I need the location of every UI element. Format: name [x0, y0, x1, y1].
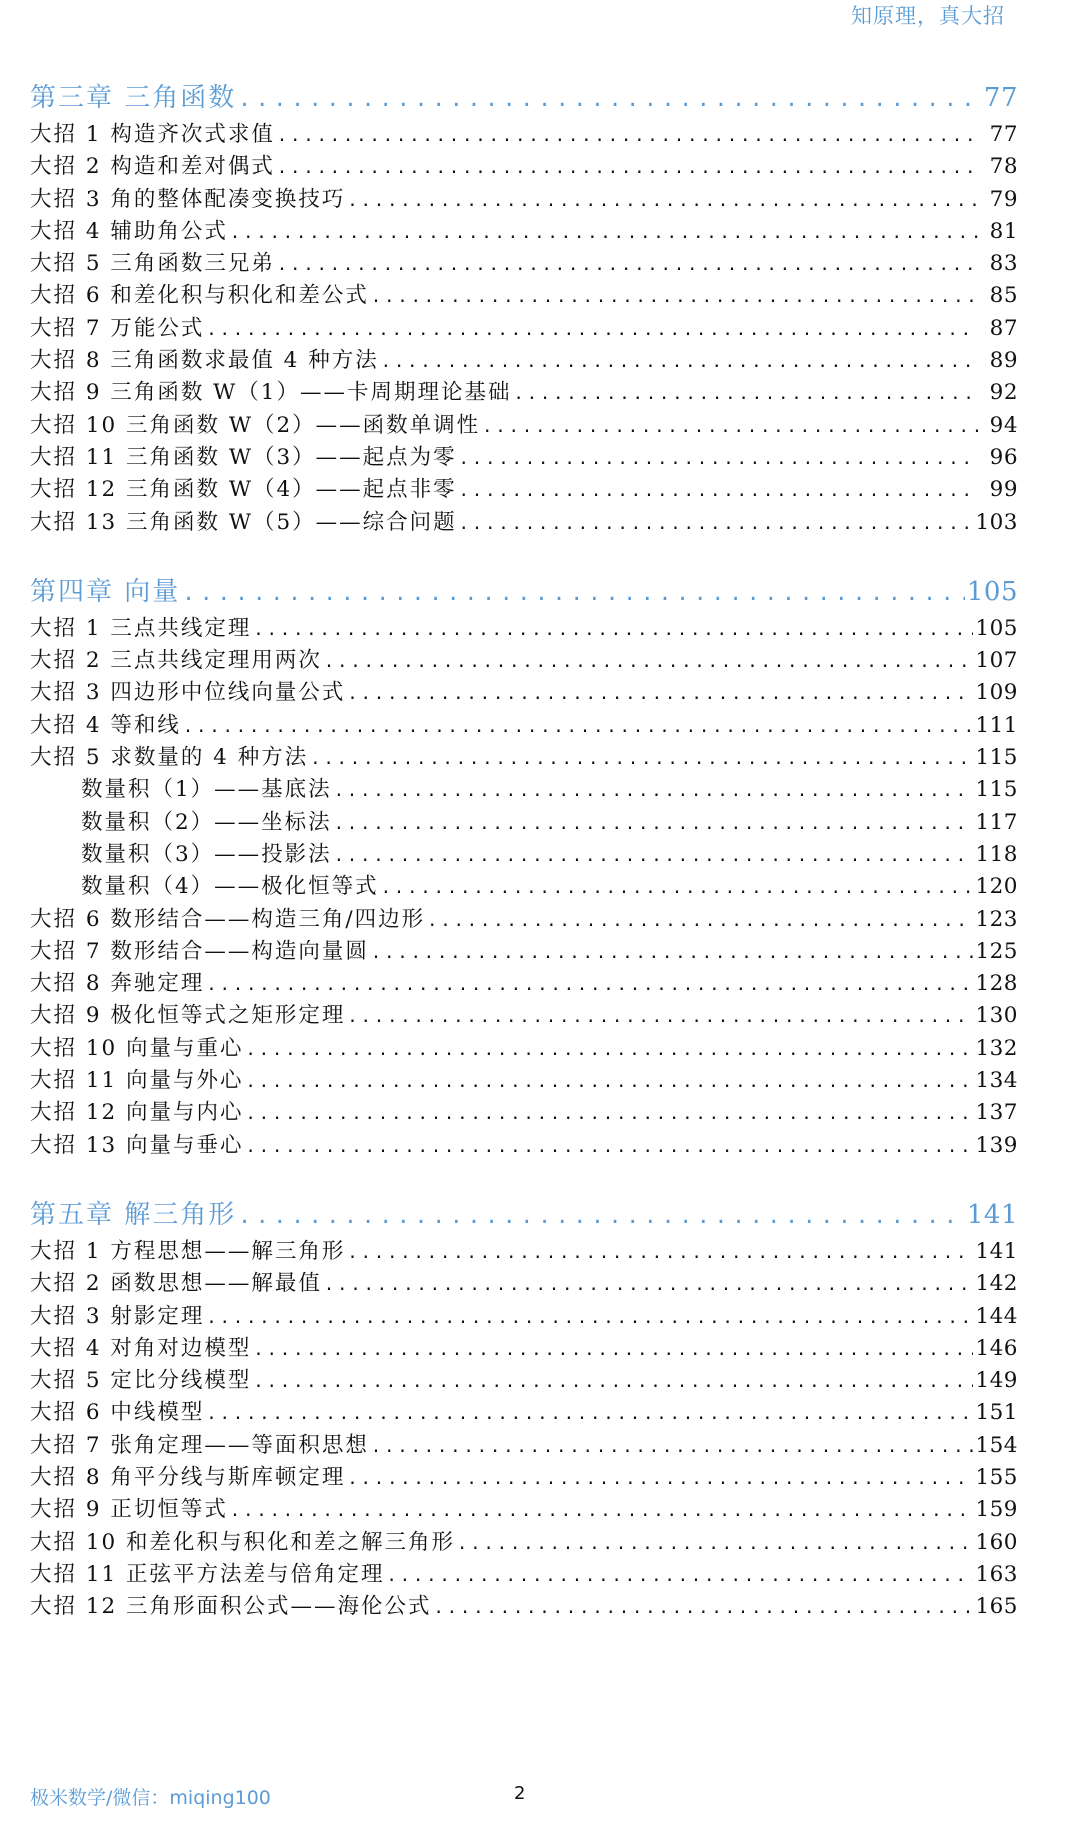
dot-leader: [482, 411, 978, 443]
toc-entry-title: 大招 6 数形结合——构造三角/四边形: [30, 906, 426, 932]
toc-entry[interactable]: [30, 345, 1018, 377]
toc-entry[interactable]: [30, 968, 1018, 1000]
dot-leader: [277, 120, 978, 152]
toc-entry[interactable]: [30, 1462, 1018, 1494]
toc-entry-title: 大招 6 中线模型: [30, 1400, 205, 1426]
dot-leader: [347, 185, 978, 217]
dot-leader: [434, 1592, 974, 1624]
dot-leader: [206, 314, 978, 346]
toc-entry[interactable]: [30, 216, 1018, 248]
toc-entry-title: 大招 7 数形结合——构造向量圆: [30, 938, 369, 964]
toc-entry-page: 85: [989, 283, 1018, 309]
toc-entry[interactable]: [30, 1527, 1018, 1559]
chapter-heading[interactable]: [30, 78, 1018, 119]
chapter-heading-title: 第三章 三角函数: [30, 83, 237, 113]
toc-entry-page: 144: [975, 1303, 1018, 1329]
toc-subentry-page: 115: [975, 777, 1018, 803]
toc-entry[interactable]: [30, 119, 1018, 151]
chapter-heading[interactable]: [30, 572, 1018, 613]
chapter-heading[interactable]: [30, 1195, 1018, 1236]
toc-entry[interactable]: [30, 377, 1018, 409]
dot-leader: [246, 1131, 974, 1163]
toc-entry-page: 81: [989, 218, 1018, 244]
dot-leader: [347, 1463, 973, 1495]
toc-entry-title: 大招 6 和差化积与积化和差公式: [30, 283, 369, 309]
toc-entry-page: 130: [975, 1003, 1018, 1029]
toc-entry[interactable]: [30, 1430, 1018, 1462]
toc-entry-page: 105: [975, 615, 1018, 641]
toc-entry-page: 78: [989, 154, 1018, 180]
toc-entry-page: 165: [975, 1594, 1018, 1620]
toc-entry-title: 大招 1 三点共线定理: [30, 615, 252, 641]
toc-subentry[interactable]: [30, 807, 1018, 839]
toc-entry-title: 大招 8 三角函数求最值 4 种方法: [30, 348, 379, 374]
dot-leader: [371, 937, 974, 969]
toc-entry[interactable]: [30, 1591, 1018, 1623]
dot-leader: [206, 1302, 973, 1334]
dot-leader: [253, 1366, 973, 1398]
toc-subentry[interactable]: [30, 774, 1018, 806]
toc-entry[interactable]: [30, 1301, 1018, 1333]
toc-entry-title: 大招 9 正切恒等式: [30, 1497, 228, 1523]
dot-leader: [238, 1196, 965, 1236]
toc-subentry-title: 数量积（3）——投影法: [81, 841, 332, 867]
dot-leader: [387, 1560, 974, 1592]
toc-entry[interactable]: [30, 151, 1018, 183]
chapter-section: [30, 78, 1018, 539]
dot-leader: [459, 443, 978, 475]
toc-entry-page: 154: [975, 1432, 1018, 1458]
toc-entry-title: 大招 3 四边形中位线向量公式: [30, 680, 346, 706]
toc-entry-page: 83: [989, 251, 1018, 277]
dot-leader: [324, 646, 974, 678]
toc-entry[interactable]: [30, 1033, 1018, 1065]
toc-entry-page: 160: [975, 1529, 1018, 1555]
toc-entry[interactable]: [30, 1397, 1018, 1429]
toc-entry-title: 大招 1 构造齐次式求值: [30, 122, 275, 147]
dot-leader: [253, 1334, 973, 1366]
toc-entry-title: 大招 4 对角对边模型: [30, 1335, 252, 1361]
dot-leader: [310, 743, 973, 775]
toc-entry-page: 134: [975, 1068, 1018, 1094]
dot-leader: [246, 1034, 974, 1066]
toc-subentry-page: 117: [975, 809, 1018, 835]
toc-entry-page: 89: [989, 348, 1018, 374]
dot-leader: [182, 573, 965, 613]
toc-entry[interactable]: [30, 677, 1018, 709]
dot-leader: [183, 711, 974, 743]
dot-leader: [457, 1528, 973, 1560]
toc-entry[interactable]: [30, 1236, 1018, 1268]
toc-entry-title: 大招 5 求数量的 4 种方法: [30, 745, 309, 771]
toc-subentry-title: 数量积（4）——极化恒等式: [81, 874, 379, 900]
dot-leader: [381, 346, 978, 378]
dot-leader: [253, 614, 973, 646]
toc-entry-title: 大招 5 定比分线模型: [30, 1368, 252, 1394]
toc-entry[interactable]: [30, 313, 1018, 345]
toc-entry-page: 163: [975, 1561, 1018, 1587]
toc-entry-page: 142: [975, 1271, 1018, 1297]
toc-entry[interactable]: [30, 1268, 1018, 1300]
toc-entry-title: 大招 8 角平分线与斯库顿定理: [30, 1464, 346, 1490]
toc-entry-title: 大招 11 向量与外心: [30, 1068, 244, 1094]
toc-entry-title: 大招 13 三角函数 W（5）——综合问题: [30, 509, 457, 535]
chapter-heading-page: 77: [983, 83, 1018, 113]
toc-entry-page: 132: [975, 1035, 1018, 1061]
toc-entry-page: 115: [975, 745, 1018, 771]
toc-entry[interactable]: [30, 904, 1018, 936]
toc-entry[interactable]: [30, 410, 1018, 442]
toc-entry-page: 103: [975, 509, 1018, 535]
dot-leader: [334, 775, 974, 807]
toc-entry-title: 大招 4 辅助角公式: [30, 218, 228, 244]
toc-entry-title: 大招 7 万能公式: [30, 315, 205, 341]
chapter-heading-page: 141: [966, 1199, 1018, 1230]
dot-leader: [246, 1066, 974, 1098]
dot-leader: [334, 840, 974, 872]
page-number: 2: [514, 1783, 526, 1804]
toc-subentry-page: 118: [975, 841, 1018, 867]
toc-entry-page: 107: [975, 648, 1018, 674]
toc-subentry-title: 数量积（1）——基底法: [81, 777, 332, 803]
toc-entry-title: 大招 13 向量与垂心: [30, 1132, 244, 1158]
toc-entry-page: 125: [975, 938, 1018, 964]
toc-entry[interactable]: [30, 280, 1018, 312]
toc-entry-title: 大招 2 函数思想——解最值: [30, 1271, 322, 1297]
dot-leader: [371, 281, 978, 313]
toc-entry[interactable]: [30, 645, 1018, 677]
toc-entry[interactable]: [30, 474, 1018, 506]
toc-entry-title: 大招 10 向量与重心: [30, 1035, 244, 1061]
toc-entry-title: 大招 10 和差化积与积化和差之解三角形: [30, 1529, 456, 1555]
dot-leader: [459, 508, 974, 540]
toc-entry-title: 大招 2 构造和差对偶式: [30, 154, 275, 180]
toc-entry-title: 大招 9 三角函数 W（1）——卡周期理论基础: [30, 380, 512, 406]
toc-entry[interactable]: [30, 1333, 1018, 1365]
toc-subentry-title: 数量积（2）——坐标法: [81, 809, 332, 835]
toc-entry[interactable]: [30, 742, 1018, 774]
toc-subentry[interactable]: [30, 871, 1018, 903]
dot-leader: [347, 678, 973, 710]
chapter-section: [30, 1195, 1018, 1624]
toc-entry-title: 大招 12 三角形面积公式——海伦公式: [30, 1594, 432, 1620]
dot-leader: [230, 217, 978, 249]
dot-leader: [381, 872, 974, 904]
toc-entry-page: 141: [975, 1238, 1018, 1264]
dot-leader: [347, 1237, 973, 1269]
dot-leader: [238, 79, 978, 119]
toc-entry-title: 大招 1 方程思想——解三角形: [30, 1238, 346, 1264]
toc-entry-page: 77: [989, 122, 1018, 147]
toc-entry-title: 大招 5 三角函数三兄弟: [30, 251, 275, 277]
dot-leader: [230, 1495, 974, 1527]
toc-entry-title: 大招 12 三角函数 W（4）——起点非零: [30, 477, 457, 503]
table-of-contents: [30, 78, 1018, 1656]
dot-leader: [277, 249, 978, 281]
toc-subentry-page: 120: [975, 874, 1018, 900]
toc-entry-page: 146: [975, 1335, 1018, 1361]
header-slogan: 知原理，真大招: [851, 4, 1005, 28]
chapter-heading-title: 第五章 解三角形: [30, 1199, 237, 1230]
toc-entry[interactable]: [30, 1559, 1018, 1591]
toc-entry-page: 139: [975, 1132, 1018, 1158]
toc-entry-page: 111: [975, 712, 1018, 738]
toc-entry-title: 大招 2 三点共线定理用两次: [30, 648, 322, 674]
dot-leader: [427, 905, 973, 937]
toc-entry-title: 大招 7 张角定理——等面积思想: [30, 1432, 369, 1458]
toc-entry-page: 149: [975, 1368, 1018, 1394]
toc-entry-page: 123: [975, 906, 1018, 932]
toc-entry[interactable]: [30, 507, 1018, 539]
toc-entry-title: 大招 8 奔驰定理: [30, 971, 205, 997]
toc-entry-page: 159: [975, 1497, 1018, 1523]
toc-entry-title: 大招 10 三角函数 W（2）——函数单调性: [30, 412, 481, 438]
toc-entry-title: 大招 12 向量与内心: [30, 1100, 244, 1126]
toc-entry-title: 大招 11 正弦平方法差与倍角定理: [30, 1561, 385, 1587]
toc-entry[interactable]: [30, 1494, 1018, 1526]
dot-leader: [513, 378, 978, 410]
toc-entry-page: 128: [975, 971, 1018, 997]
toc-entry[interactable]: [30, 1130, 1018, 1162]
toc-entry[interactable]: [30, 1365, 1018, 1397]
toc-entry-title: 大招 11 三角函数 W（3）——起点为零: [30, 444, 457, 470]
toc-entry-page: 96: [989, 444, 1018, 470]
dot-leader: [459, 475, 978, 507]
toc-entry[interactable]: [30, 710, 1018, 742]
toc-entry-page: 79: [989, 186, 1018, 212]
dot-leader: [371, 1431, 974, 1463]
toc-entry[interactable]: [30, 184, 1018, 216]
chapter-heading-title: 第四章 向量: [30, 576, 181, 607]
chapter-heading-page: 105: [966, 576, 1018, 607]
toc-subentry[interactable]: [30, 839, 1018, 871]
toc-entry-page: 87: [989, 315, 1018, 341]
toc-entry[interactable]: [30, 1097, 1018, 1129]
dot-leader: [246, 1098, 974, 1130]
toc-entry[interactable]: [30, 248, 1018, 280]
toc-entry-page: 99: [989, 477, 1018, 503]
toc-entry-title: 大招 4 等和线: [30, 712, 181, 738]
toc-entry-page: 92: [989, 380, 1018, 406]
dot-leader: [324, 1269, 974, 1301]
toc-entry[interactable]: [30, 936, 1018, 968]
toc-entry-page: 151: [975, 1400, 1018, 1426]
toc-entry-page: 155: [975, 1464, 1018, 1490]
toc-entry[interactable]: [30, 1065, 1018, 1097]
dot-leader: [334, 808, 974, 840]
toc-entry[interactable]: [30, 613, 1018, 645]
dot-leader: [347, 1001, 973, 1033]
toc-entry-page: 94: [989, 412, 1018, 438]
dot-leader: [277, 152, 978, 184]
chapter-section: [30, 572, 1018, 1162]
toc-entry-title: 大招 3 射影定理: [30, 1303, 205, 1329]
dot-leader: [206, 1398, 973, 1430]
toc-entry-title: 大招 9 极化恒等式之矩形定理: [30, 1003, 346, 1029]
toc-entry-page: 109: [975, 680, 1018, 706]
toc-entry-page: 137: [975, 1100, 1018, 1126]
footer-source: 极米数学/微信：miqing100: [30, 1787, 271, 1809]
toc-entry[interactable]: [30, 442, 1018, 474]
toc-entry[interactable]: [30, 1000, 1018, 1032]
toc-entry-title: 大招 3 角的整体配凑变换技巧: [30, 186, 346, 212]
dot-leader: [206, 969, 973, 1001]
